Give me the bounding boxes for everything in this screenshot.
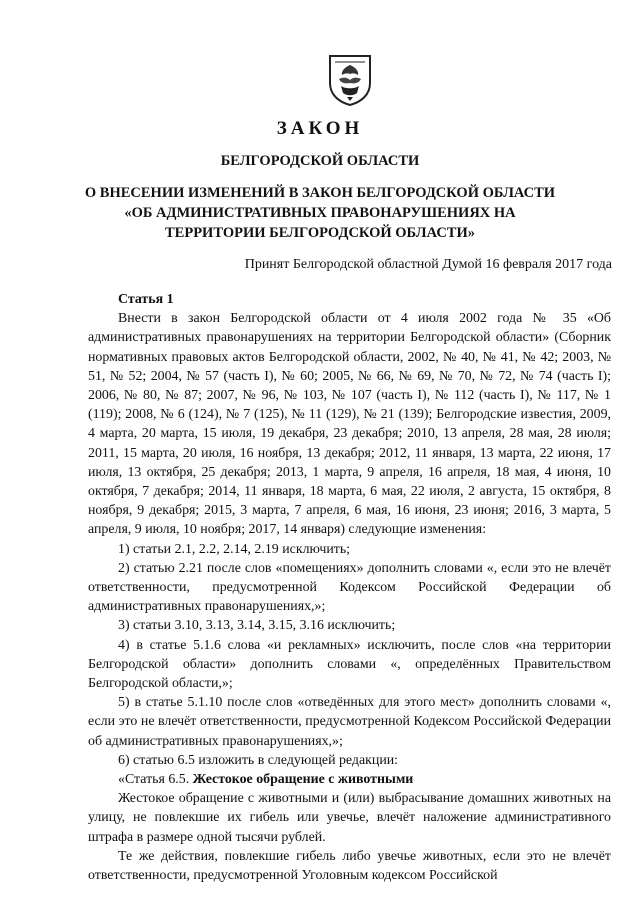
new-article-paragraph: Те же действия, повлекшие гибель либо увечье животных, если это не влечёт ответственности, предусмотренной Уголовным кодексом Российской — [88, 848, 611, 884]
amendment-item: 5) в статье 5.1.10 после слов «отведённых для этого мест» дополнить словами «, если это не влечёт ответственности, предусмотренной Кодексом Российской Федерации об административных правонарушениях,»; — [88, 695, 611, 749]
law-title: ЗАКОН — [276, 118, 364, 139]
new-article-heading — [88, 770, 611, 789]
law-subject-line: О ВНЕСЕНИИ ИЗМЕНЕНИЙ В ЗАКОН БЕЛГОРОДСКОЙ ОБЛАСТИ — [84, 185, 556, 201]
amendment-item: 2) статью 2.21 после слов «помещениях» дополнить словами «, если это не влечёт ответственности, предусмотренной Кодексом Российской Федерации об административных правонарушениях,»; — [88, 560, 611, 615]
article-intro: Внести в закон Белгородской области от 4 июля 2002 года № 35 «Об административных правонарушениях на территории Белгородской области» (Сборник нормативных правовых актов Белгородской области, 2002, № 40, № 41, № 42; 2003, № 51, № 52; 2004, № 57 (часть I), № 60; 2005, № 66, № 69, № 70, № 72, № 74 (часть I); 2006, № 80, № 87; 2007, № 96, № 103, № 107 (часть I), № 112 (часть I), № 117, № 1 (119); 2008, № 6 (124), № 7 (125), № 11 (129), № 21 (139); Белгородские известия, 2009, 4 марта, 20 марта, 15 июля, 19 декабря, 23 декабря; 2010, 13 апреля, 28 мая, 28 июля; 2011, 15 марта, 20 июля, 16 ноября, 13 декабря; 2012, 11 января, 13 марта, 22 июня, 17 июля, 13 октября, 25 декабря; 2013, 1 марта, 9 апреля, 16 апреля, 18 мая, 4 июня, 10 октября, 7 декабря; 2014, 11 января, 18 марта, 6 мая, 22 июля, 2 августа, 15 октября, 8 ноября, 9 декабря; 2015, 3 марта, 7 апреля, 6 мая, 16 июня, 23 июня; 2016, 3 марта, 5 апреля, 9 июля, 10 ноября; 2017, 14 января) следующие изменения: — [88, 311, 611, 538]
new-article-prefix: «Статья 6.5. — [118, 772, 190, 788]
law-subject-line: ТЕРРИТОРИИ БЕЛГОРОДСКОЙ ОБЛАСТИ» — [165, 225, 475, 241]
amendment-item: 6) статью 6.5 изложить в следующей редакции: — [118, 752, 399, 768]
coat-of-arms-icon — [327, 53, 373, 107]
amendment-item: 3) статьи 3.10, 3.13, 3.14, 3.15, 3.16 исключить; — [118, 618, 396, 634]
law-subject-line: «ОБ АДМИНИСТРАТИВНЫХ ПРАВОНАРУШЕНИЯХ НА — [124, 205, 516, 221]
new-article-paragraph: Жестокое обращение с животными и (или) выбрасывание домашних животных на улицу, не повлекшие их гибель или увечье, влечёт наложение административного штрафа в размере одной тысячи рублей. — [88, 791, 611, 845]
amendment-item: 1) статьи 2.1, 2.2, 2.14, 2.19 исключить; — [118, 541, 351, 557]
law-subject — [0, 183, 640, 243]
article-heading: Статья 1 — [118, 292, 174, 307]
new-article-title: Жестокое обращение с животными — [192, 772, 414, 788]
law-body — [88, 290, 611, 885]
amendment-item: 4) в статье 5.1.6 слова «и рекламных» исключить, после слов «на территории Белгородской области» дополнить словами «, определённых Правительством Белгородской области,»; — [88, 637, 611, 692]
accepted-date: Принят Белгородской областной Думой 16 февраля 2017 года — [244, 257, 612, 272]
law-region: БЕЛГОРОДСКОЙ ОБЛАСТИ — [220, 153, 420, 169]
